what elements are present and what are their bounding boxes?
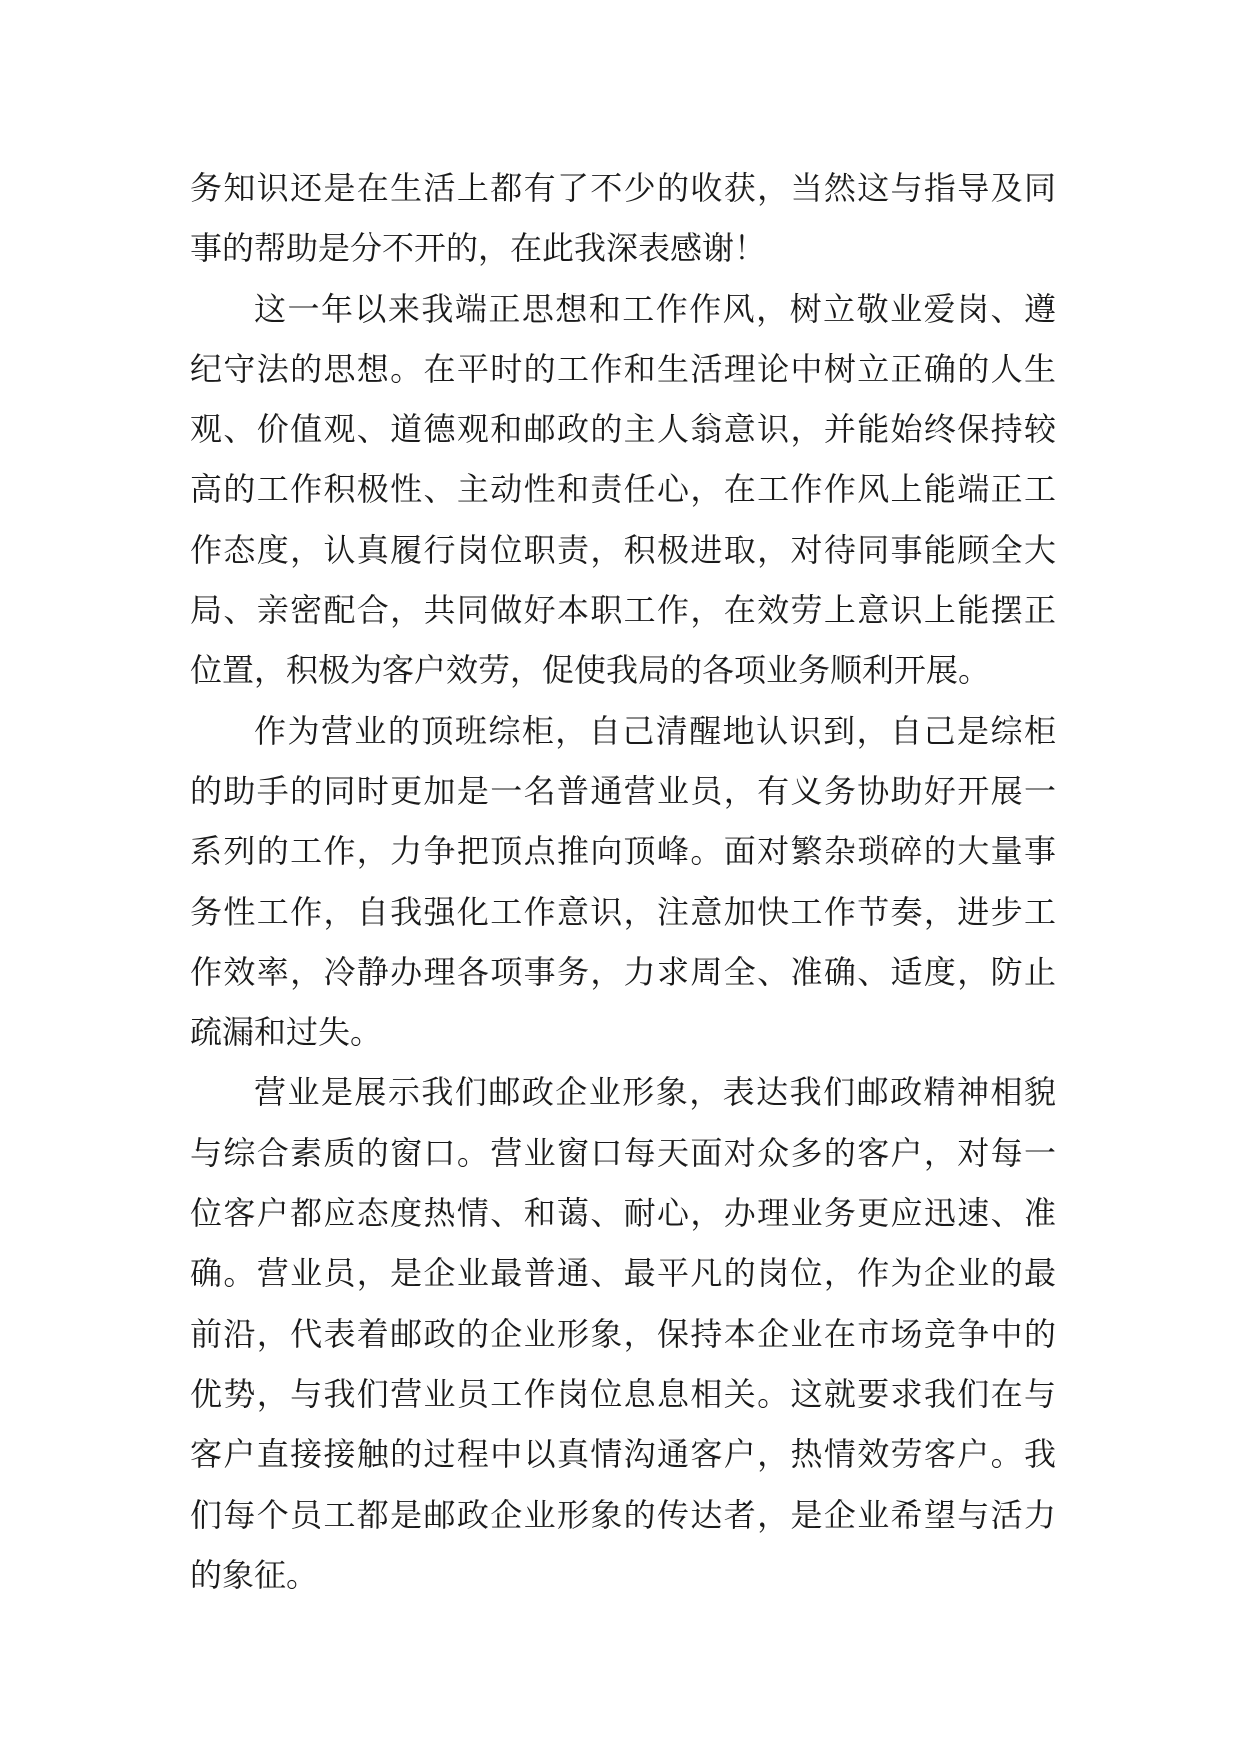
text-line: 局、亲密配合，共同做好本职工作，在效劳上意识上能摆正 xyxy=(190,591,1056,630)
text-line: 位置，积极为客户效劳，促使我局的各项业务顺利开展。 xyxy=(190,651,991,690)
text-line: 作态度，认真履行岗位职责，积极进取，对待同事能顾全大 xyxy=(190,530,1056,569)
text-line: 位客户都应态度热情、和蔼、耐心，办理业务更应迅速、准 xyxy=(190,1194,1056,1233)
paragraph-1 xyxy=(190,158,1056,279)
text-line: 们每个员工都是邮政企业形象的传达者，是企业希望与活力 xyxy=(190,1495,1056,1534)
text-line: 作为营业的顶班综柜，自己清醒地认识到，自己是综柜 xyxy=(254,711,1056,750)
text-line: 务知识还是在生活上都有了不少的收获，当然这与指导及同 xyxy=(190,169,1056,207)
paragraph-3 xyxy=(190,701,1056,1063)
text-line: 纪守法的思想。在平时的工作和生活理论中树立正确的人生 xyxy=(190,349,1056,388)
paragraph-2 xyxy=(190,279,1056,701)
body-text xyxy=(190,158,1056,1605)
text-line: 疏漏和过失。 xyxy=(190,1013,383,1052)
text-line: 系列的工作，力争把顶点推向顶峰。面对繁杂琐碎的大量事 xyxy=(190,832,1056,871)
text-line: 高的工作积极性、主动性和责任心，在工作作风上能端正工 xyxy=(190,470,1056,509)
text-line: 事的帮助是分不开的，在此我深表感谢！ xyxy=(190,229,767,268)
text-line: 观、价值观、道德观和邮政的主人翁意识，并能始终保持较 xyxy=(190,410,1056,449)
text-line: 的象征。 xyxy=(190,1555,319,1594)
text-line: 务性工作，自我强化工作意识，注意加快工作节奏，进步工 xyxy=(190,892,1056,931)
paragraph-4 xyxy=(190,1062,1056,1605)
text-line: 前沿，代表着邮政的企业形象，保持本企业在市场竞争中的 xyxy=(190,1314,1056,1353)
text-line: 营业是展示我们邮政企业形象，表达我们邮政精神相貌 xyxy=(254,1073,1056,1112)
text-line: 的助手的同时更加是一名普通营业员，有义务协助好开展一 xyxy=(190,771,1056,810)
text-line: 作效率，冷静办理各项事务，力求周全、准确、适度，防止 xyxy=(190,952,1056,991)
text-line: 这一年以来我端正思想和工作作风，树立敬业爱岗、遵 xyxy=(254,289,1056,328)
text-line: 与综合素质的窗口。营业窗口每天面对众多的客户，对每一 xyxy=(190,1133,1056,1172)
text-line: 确。营业员，是企业最普通、最平凡的岗位，作为企业的最 xyxy=(190,1254,1056,1293)
text-line: 优势，与我们营业员工作岗位息息相关。这就要求我们在与 xyxy=(190,1374,1056,1413)
text-line: 客户直接接触的过程中以真情沟通客户，热情效劳客户。我 xyxy=(190,1435,1056,1474)
